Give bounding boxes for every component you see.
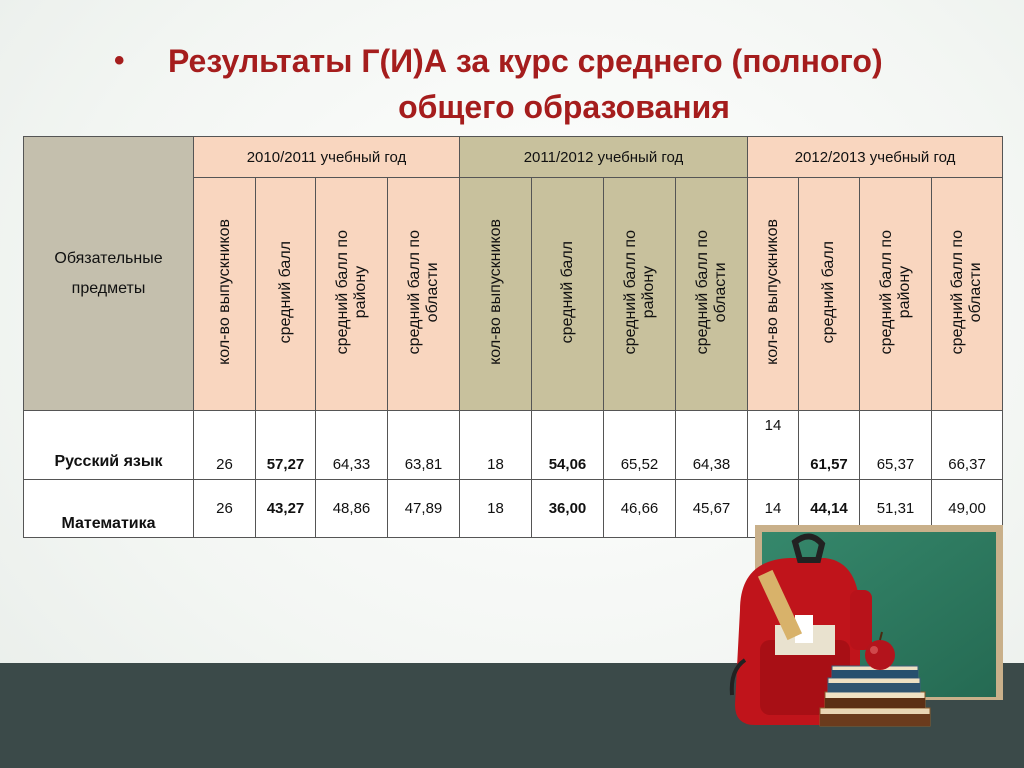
subject-name: Математика [24,480,194,538]
table-row [24,411,1003,480]
year-label: 2010/2011 учебный год [246,148,407,166]
table-cell: 36,00 [532,480,604,538]
col-header [860,178,932,411]
year-label: 2012/2013 учебный год [794,148,956,166]
col-header [194,178,256,411]
table-cell: 48,86 [316,480,388,538]
table-cell: 61,57 [799,411,860,480]
books-icon [820,666,930,726]
col-header [388,178,460,411]
col-header [316,178,388,411]
col-header-label: кол-во выпускников [486,219,504,365]
table-cell: 18 [460,411,532,480]
table-cell: 65,37 [860,411,932,480]
col-header [748,178,799,411]
table-cell: 44,14 [799,480,860,538]
table-cell: 45,67 [676,480,748,538]
col-header [256,178,316,411]
year-header-2012 [748,137,1003,178]
table-cell: 64,33 [316,411,388,480]
school-illustration [700,520,1010,740]
table-cell: 26 [194,480,256,538]
table-cell: 64,38 [676,411,748,480]
col-header [460,178,532,411]
table-cell: 14 [748,480,799,538]
table-cell: 46,66 [604,480,676,538]
col-header [676,178,748,411]
col-header-label: кол-во выпускников [215,219,233,365]
table-cell: 65,52 [604,411,676,480]
year-header-2011 [460,137,748,178]
table-cell: 63,81 [388,411,460,480]
table-cell: 43,27 [256,480,316,538]
col-header [604,178,676,411]
col-header-label: средний балл [276,240,294,344]
col-header-label: кол-во выпускников [764,219,781,365]
year-label: 2011/2012 учебный год [523,148,684,166]
table-cell: 57,27 [256,411,316,480]
col-header [799,178,860,411]
col-header-label: средний балл по району [621,229,657,355]
table-cell: 49,00 [932,480,1003,538]
col-header-label: средний балл по области [405,229,441,355]
table-cell: 51,31 [860,480,932,538]
title-bullet: • [114,44,125,77]
col-header-label: средний балл [820,240,837,344]
year-header-2010 [194,137,460,178]
col-header-label: средний балл по району [877,229,913,355]
col-header [932,178,1003,411]
title-line-2: общего образования [398,89,730,125]
title-line-1: Результаты Г(И)А за курс среднего (полного) [168,43,883,79]
results-table [23,136,1003,538]
col-header-label: средний балл [558,240,576,344]
slide-title [110,38,990,130]
table-cell: 26 [194,411,256,480]
subject-header-cell [24,137,194,411]
subject-name: Русский язык [24,411,194,480]
col-header [532,178,604,411]
subject-header: Обязательные предметы [54,249,163,297]
table-cell: 18 [460,480,532,538]
col-header-label: средний балл по району [333,229,369,355]
col-header-label: средний балл по области [949,229,985,355]
table-cell: 66,37 [932,411,1003,480]
table-cell: 47,89 [388,480,460,538]
col-header-label: средний балл по области [693,229,729,355]
table-cell: 14 [748,411,799,480]
table-cell: 54,06 [532,411,604,480]
